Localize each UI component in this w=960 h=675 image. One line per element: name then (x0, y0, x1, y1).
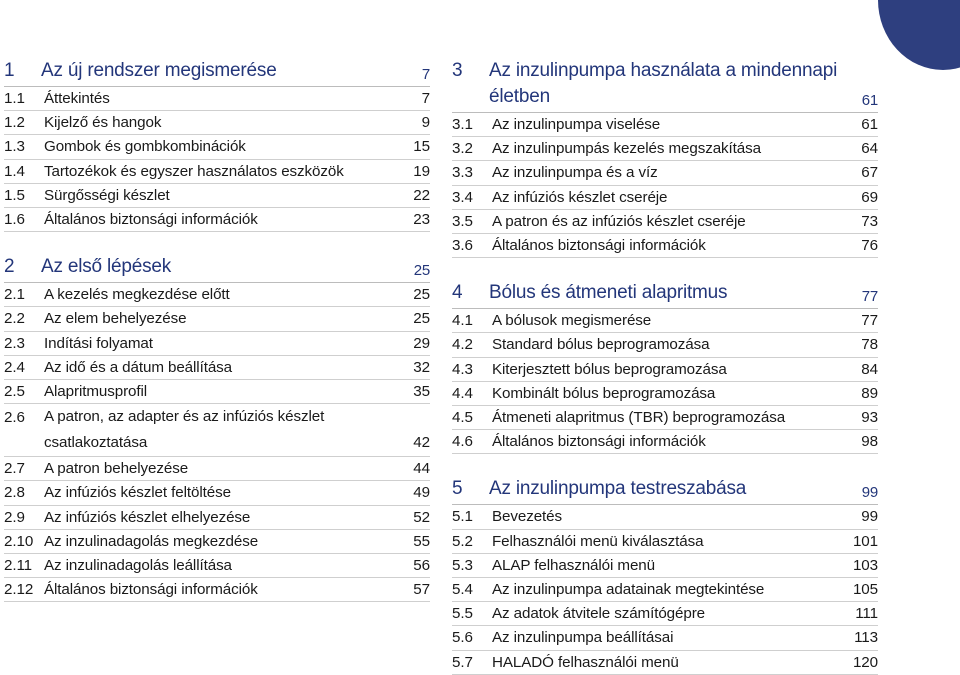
entry-title (492, 234, 861, 257)
entry-title (44, 404, 413, 456)
entry-title (44, 283, 413, 306)
entry-number: 3.2 (452, 140, 473, 158)
title-line: Az inzulinpumpa és a víz (492, 164, 658, 182)
toc-entry-row[interactable] (4, 208, 430, 232)
toc-entry-row[interactable] (452, 578, 878, 602)
entry-page: 19 (413, 162, 430, 180)
toc-entry-row[interactable] (452, 530, 878, 554)
entry-number: 5.2 (452, 532, 473, 550)
title-line: A patron behelyezése (44, 460, 189, 478)
entry-title (44, 530, 413, 553)
entry-page: 89 (861, 384, 878, 402)
title-line: Az inzulinpumpa beállításai (492, 629, 674, 647)
toc-entry-row[interactable] (452, 505, 878, 529)
section-gap (452, 258, 878, 280)
toc-entry-row[interactable] (4, 356, 430, 380)
entry-title (492, 161, 861, 184)
toc-entry-row[interactable] (452, 333, 878, 357)
title-line: Az inzulinpumpás kezelés megszakítása (492, 140, 761, 158)
entry-number: 5.1 (452, 508, 473, 526)
toc-entry-row[interactable] (4, 404, 430, 457)
toc-entry-row[interactable] (452, 602, 878, 626)
title-line: Az inzulinpumpa adatainak megtekintése (492, 581, 765, 599)
entry-page: 23 (413, 211, 430, 229)
toc-entry-row[interactable] (4, 554, 430, 578)
entry-page: 101 (852, 532, 878, 550)
entry-page: 49 (413, 484, 430, 502)
entry-page: 67 (861, 164, 878, 182)
entry-number: 2.6 (4, 409, 25, 427)
toc-entry-row[interactable] (452, 554, 878, 578)
chapter-title (489, 476, 862, 502)
entry-title (492, 505, 861, 528)
entry-number: 4.2 (452, 336, 473, 354)
title-line-2: életben (489, 86, 550, 107)
chapter-page: 61 (861, 92, 878, 109)
title-line: A patron, az adapter és az infúziós készlet (44, 408, 325, 426)
title-line: Az infúziós készlet elhelyezése (44, 508, 251, 526)
toc-entry-row[interactable] (452, 137, 878, 161)
entry-number: 4.4 (452, 384, 473, 402)
toc-entry-row[interactable] (4, 530, 430, 554)
toc-entry-row[interactable] (452, 161, 878, 185)
toc-right-column (452, 58, 878, 675)
title-line-2: csatlakoztatása (44, 434, 148, 452)
entry-number: 3.1 (452, 116, 473, 133)
entry-page: 103 (852, 556, 878, 574)
chapter-number: 3 (452, 60, 463, 81)
entry-title (492, 578, 853, 601)
entry-number: 5.7 (452, 653, 473, 671)
toc-chapter-row[interactable] (452, 476, 878, 505)
entry-page: 120 (852, 653, 878, 671)
entry-page: 69 (861, 188, 878, 206)
entry-title (44, 307, 413, 330)
toc-entry-row[interactable] (452, 626, 878, 650)
title-line: Bevezetés (492, 508, 563, 526)
entry-title (44, 111, 422, 134)
entry-number: 2.9 (4, 508, 25, 526)
entry-title (492, 430, 861, 453)
toc-chapter-row[interactable] (452, 58, 878, 113)
toc-entry-row[interactable] (452, 406, 878, 430)
entry-page: 111 (855, 605, 878, 623)
title-line: Áttekintés (44, 90, 110, 107)
entry-number: 2.5 (4, 383, 25, 401)
section-gap (452, 454, 878, 476)
entry-title (492, 333, 861, 356)
title-line: Az új rendszer megismerése (41, 60, 277, 81)
toc-chapter-row[interactable] (4, 58, 430, 87)
entry-page: 99 (861, 508, 878, 526)
entry-page: 44 (413, 460, 430, 478)
toc-entry-row[interactable] (452, 382, 878, 406)
chapter-title (489, 58, 862, 110)
toc-entry-row[interactable] (452, 358, 878, 382)
entry-page: 61 (861, 116, 878, 133)
title-line: Az inzulinpumpa használata a mindennapi (489, 60, 838, 81)
entry-title (492, 554, 853, 577)
chapter-number: 4 (452, 282, 463, 304)
entry-page: 32 (413, 358, 430, 376)
entry-title (44, 578, 413, 601)
title-line: Az infúziós készlet cseréje (492, 188, 668, 206)
entry-number: 3.4 (452, 188, 473, 206)
title-line: Kiterjesztett bólus beprogramozása (492, 360, 727, 378)
chapter-title (489, 280, 862, 306)
entry-number: 2.12 (4, 581, 34, 599)
entry-title (44, 135, 413, 158)
title-line: Standard bólus beprogramozása (492, 336, 710, 354)
entry-title (44, 87, 422, 110)
entry-title (492, 113, 861, 136)
title-line: Az inzulinpumpa testreszabása (489, 478, 747, 500)
entry-title (492, 309, 861, 332)
toc-entry-row[interactable] (452, 309, 878, 333)
toc-chapter-row[interactable] (4, 254, 430, 283)
title-line: Felhasználói menü kiválasztása (492, 532, 704, 550)
title-line: Átmeneti alapritmus (TBR) beprogramozása (492, 409, 786, 427)
title-line: Gombok és gombkombinációk (44, 138, 246, 156)
title-line: Az inzulinadagolás leállítása (44, 557, 232, 575)
chapter-page: 25 (413, 262, 430, 280)
title-line: Általános biztonsági információk (492, 433, 706, 451)
title-line: Általános biztonsági információk (44, 581, 258, 599)
toc-entry-row[interactable] (4, 307, 430, 331)
entry-page: 98 (861, 433, 878, 451)
entry-number: 5.5 (452, 605, 473, 623)
entry-page: 52 (413, 508, 430, 526)
entry-page: 76 (861, 237, 878, 255)
entry-page: 55 (413, 532, 430, 550)
title-line: Az idő és a dátum beállítása (44, 358, 233, 376)
chapter-title (41, 254, 414, 280)
entry-title (492, 626, 854, 649)
toc-entry-row[interactable] (452, 113, 878, 137)
entry-number: 2.1 (4, 286, 25, 304)
entry-number: 2.7 (4, 460, 25, 478)
toc-entry-row[interactable] (4, 578, 430, 602)
entry-title (492, 137, 861, 160)
chapter-page: 7 (421, 66, 430, 83)
entry-page: 78 (861, 336, 878, 354)
entry-title (44, 457, 413, 480)
title-line: Tartozékok és egyszer használatos eszközök (44, 162, 344, 180)
entry-title (492, 186, 861, 209)
chapter-number: 2 (4, 256, 15, 278)
toc-entry-row[interactable] (4, 380, 430, 404)
entry-number: 4.5 (452, 409, 473, 427)
entry-title (44, 554, 413, 577)
toc-entry-row[interactable] (452, 651, 878, 675)
toc-entry-row[interactable] (4, 135, 430, 159)
entry-page: 77 (861, 312, 878, 330)
entry-title (44, 332, 413, 355)
title-line: Az adatok átvitele számítógépre (492, 605, 706, 623)
entry-number: 4.3 (452, 360, 473, 378)
entry-page: 93 (861, 409, 878, 427)
title-line: Kombinált bólus beprogramozása (492, 384, 716, 402)
entry-page: 25 (413, 310, 430, 328)
entry-page: 35 (413, 383, 430, 401)
entry-page: 73 (861, 212, 878, 230)
toc-entry-row[interactable] (4, 111, 430, 135)
entry-number: 1.5 (4, 186, 25, 204)
entry-number: 1.1 (4, 90, 25, 107)
entry-title (44, 184, 413, 207)
entry-number: 3.6 (452, 237, 473, 255)
toc-entry-row[interactable] (4, 184, 430, 208)
entry-title (44, 208, 413, 231)
entry-number: 2.11 (4, 557, 33, 575)
title-line: Sürgősségi készlet (44, 186, 170, 204)
toc-entry-row[interactable] (452, 430, 878, 454)
chapter-number: 1 (4, 60, 15, 81)
entry-page: 15 (413, 138, 430, 156)
entry-number: 4.1 (452, 312, 473, 330)
title-line: ALAP felhasználói menü (492, 556, 656, 574)
entry-number: 2.4 (4, 358, 25, 376)
entry-title (44, 160, 413, 183)
entry-title (44, 481, 413, 504)
entry-number: 1.6 (4, 211, 25, 229)
title-line: Indítási folyamat (44, 334, 153, 352)
entry-page: 25 (413, 286, 430, 304)
title-line: A patron és az infúziós készlet cseréje (492, 212, 746, 230)
entry-number: 2.8 (4, 484, 25, 502)
toc-left-column (4, 58, 430, 602)
entry-number: 5.6 (452, 629, 473, 647)
toc-entry-row[interactable] (4, 87, 430, 111)
title-line: Az első lépések (41, 256, 172, 278)
entry-number: 2.3 (4, 334, 25, 352)
entry-title (44, 380, 413, 403)
toc-entry-row[interactable] (4, 506, 430, 530)
entry-page: 7 (421, 90, 430, 107)
toc-entry-row[interactable] (452, 210, 878, 234)
entry-number: 2.10 (4, 532, 34, 550)
corner-decoration (878, 0, 960, 70)
title-line: Bólus és átmeneti alapritmus (489, 282, 728, 304)
entry-page: 22 (413, 186, 430, 204)
toc-entry-row[interactable] (4, 457, 430, 481)
chapter-number: 5 (452, 478, 463, 500)
toc-entry-row[interactable] (452, 234, 878, 258)
toc-entry-row[interactable] (4, 160, 430, 184)
section-gap (4, 232, 430, 254)
title-line: A kezelés megkezdése előtt (44, 286, 230, 304)
entry-number: 2.2 (4, 310, 25, 328)
title-line: A bólusok megismerése (492, 312, 652, 330)
chapter-title (41, 58, 422, 84)
title-line: Az elem behelyezése (44, 310, 187, 328)
entry-number: 5.4 (452, 581, 473, 599)
entry-page: 57 (413, 581, 430, 599)
entry-title (492, 602, 855, 625)
title-line: HALADÓ felhasználói menü (492, 653, 679, 671)
entry-number: 5.3 (452, 556, 473, 574)
entry-number: 3.5 (452, 212, 473, 230)
entry-page: 113 (854, 629, 878, 647)
title-line: Az inzulinadagolás megkezdése (44, 532, 259, 550)
entry-page: 29 (413, 334, 430, 352)
toc-entry-row[interactable] (452, 186, 878, 210)
entry-page: 105 (852, 581, 878, 599)
entry-page: 56 (413, 557, 430, 575)
title-line: Kijelző és hangok (44, 114, 162, 132)
entry-title (44, 506, 413, 529)
chapter-page: 77 (861, 288, 878, 306)
entry-number: 1.4 (4, 162, 25, 180)
title-line: Az infúziós készlet feltöltése (44, 484, 231, 502)
entry-page: 42 (413, 434, 430, 452)
title-line: Az inzulinpumpa viselése (492, 116, 661, 133)
title-line: Általános biztonsági információk (492, 237, 706, 255)
entry-title (492, 358, 861, 381)
entry-number: 4.6 (452, 433, 473, 451)
entry-title (492, 530, 853, 553)
toc-entry-row[interactable] (4, 283, 430, 307)
entry-title (492, 651, 853, 674)
title-line: Általános biztonsági információk (44, 211, 258, 229)
entry-page: 9 (421, 114, 430, 132)
entry-title (492, 382, 861, 405)
entry-page: 64 (861, 140, 878, 158)
toc-entry-row[interactable] (4, 332, 430, 356)
title-line: Alapritmusprofil (44, 383, 148, 401)
entry-title (492, 210, 861, 233)
entry-number: 3.3 (452, 164, 473, 182)
entry-number: 1.2 (4, 114, 25, 132)
toc-entry-row[interactable] (4, 481, 430, 505)
toc-chapter-row[interactable] (452, 280, 878, 309)
entry-title (492, 406, 861, 429)
chapter-page: 99 (861, 484, 878, 502)
entry-number: 1.3 (4, 138, 25, 156)
entry-page: 84 (861, 360, 878, 378)
entry-title (44, 356, 413, 379)
